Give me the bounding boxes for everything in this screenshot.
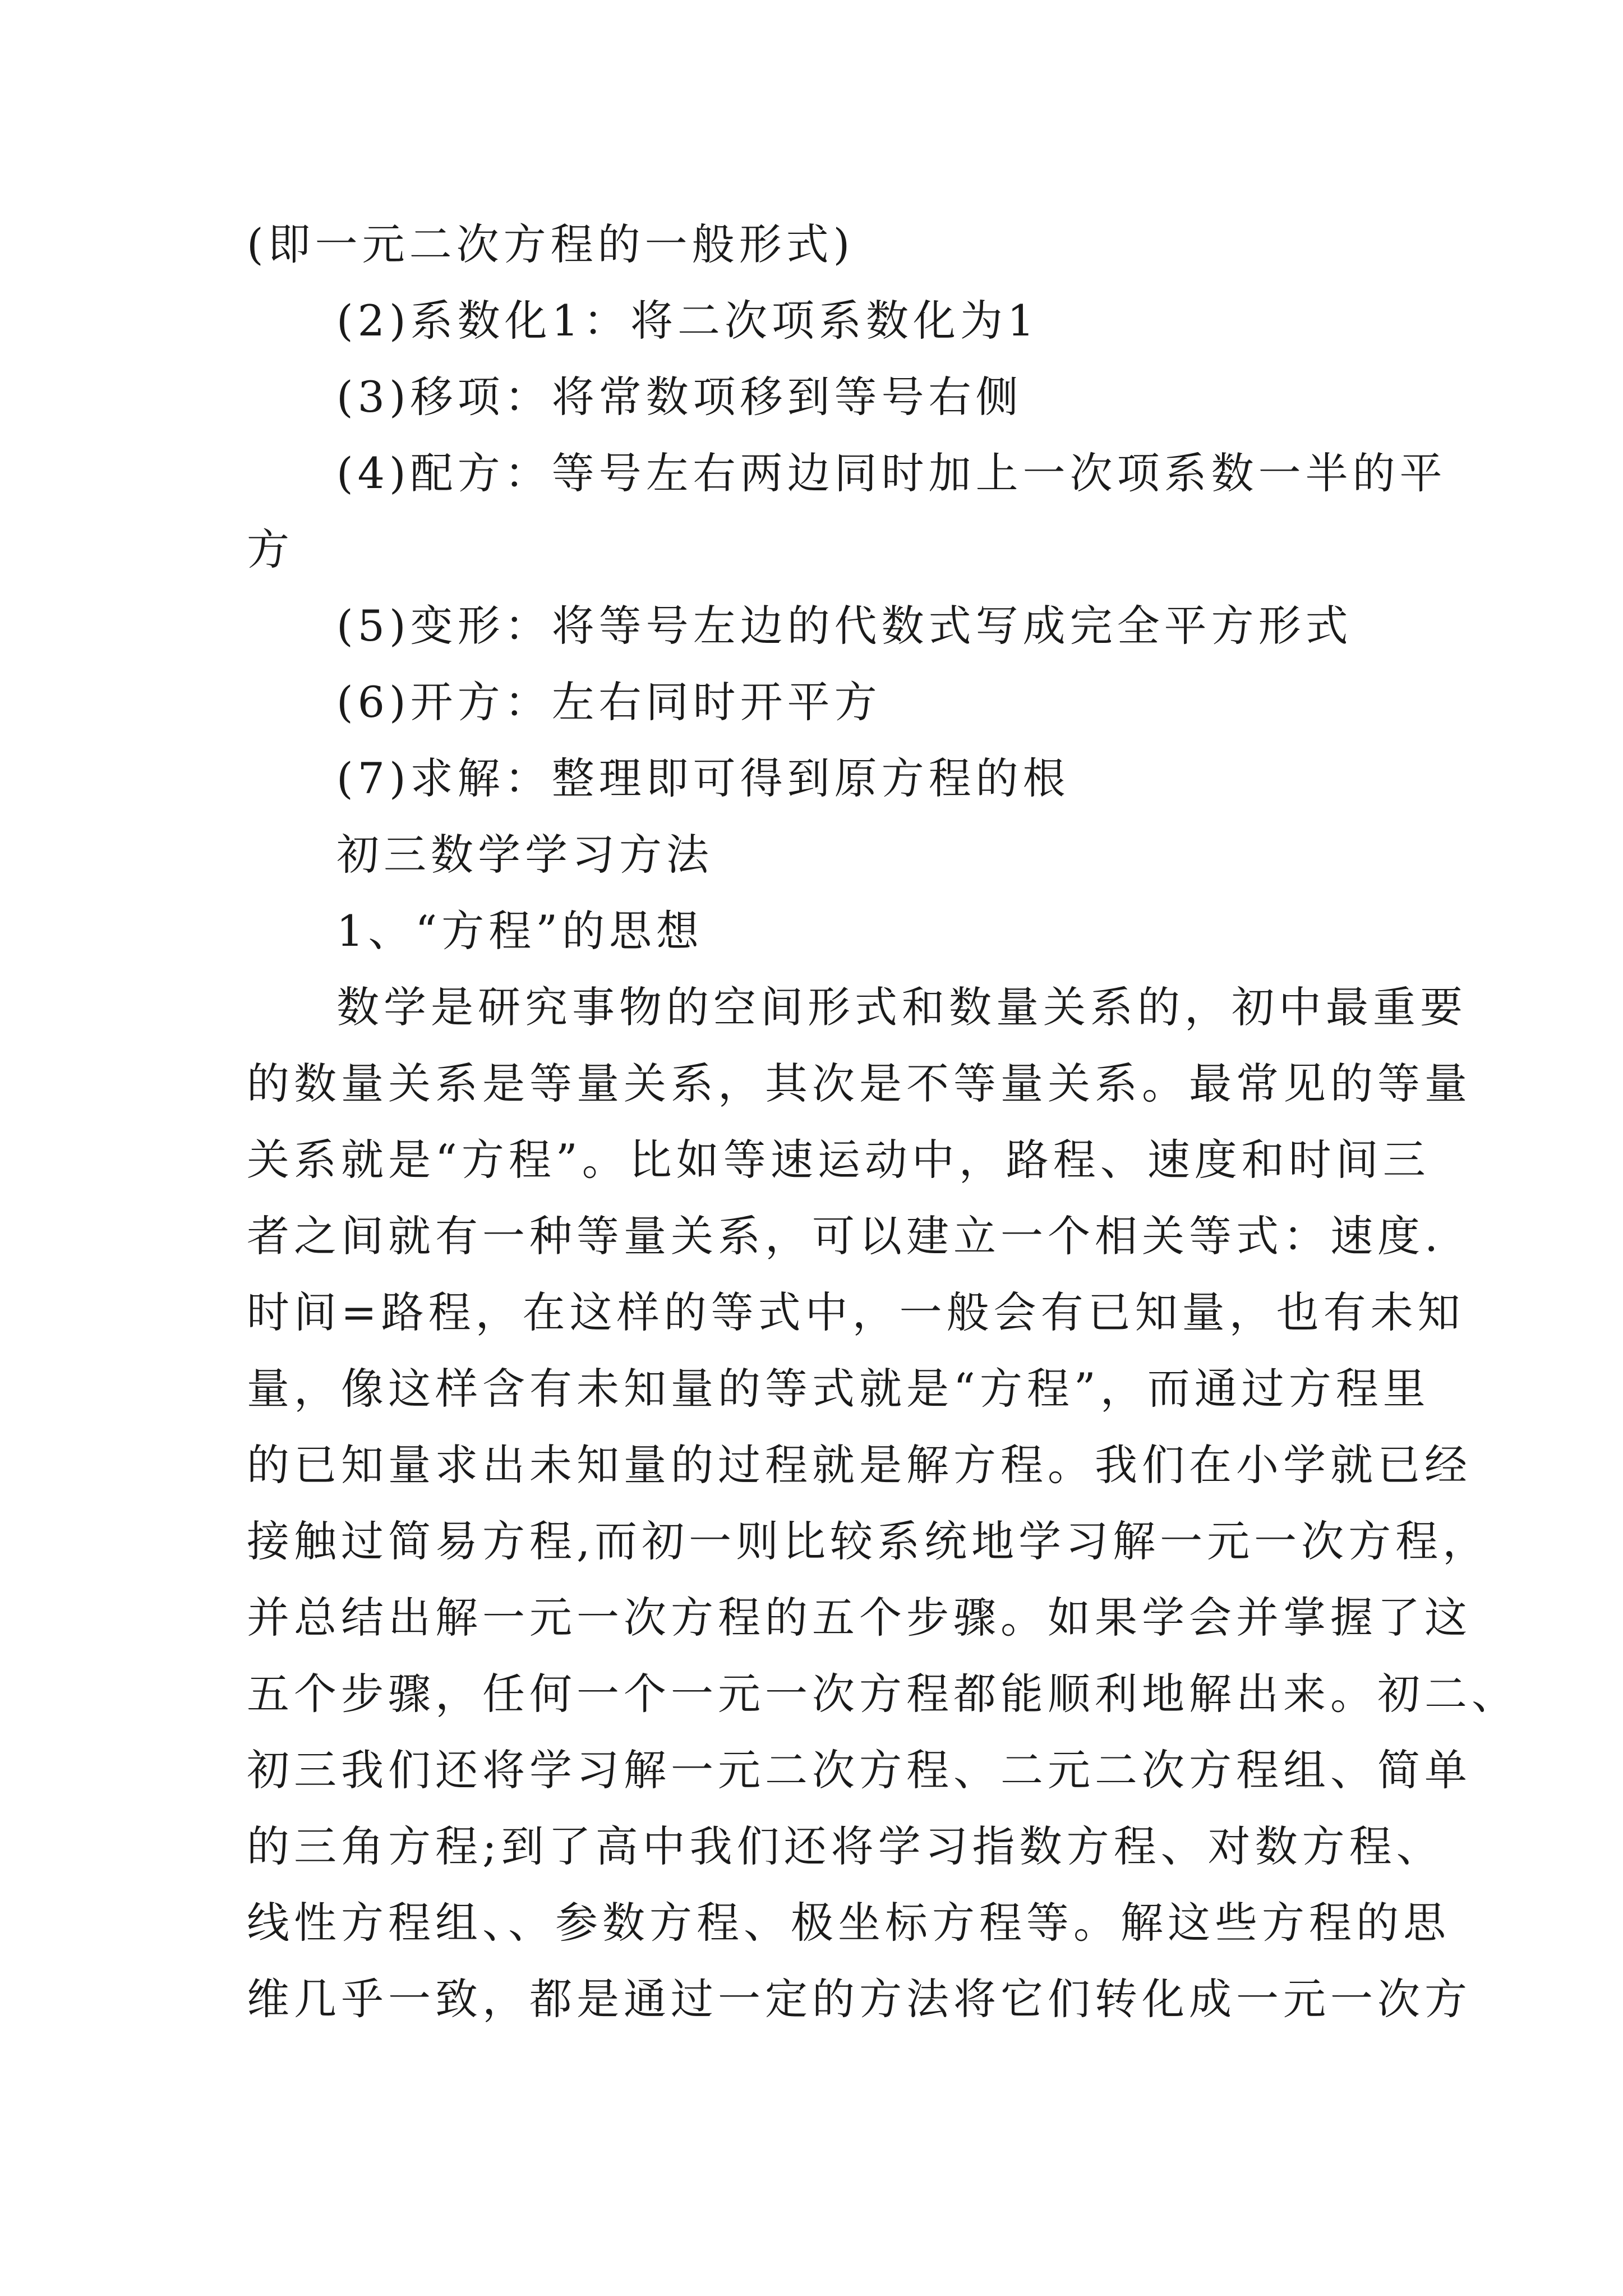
paragraph-line: 维几乎一致，都是通过一定的方法将它们转化成一元一次方 bbox=[247, 1974, 1472, 2024]
paragraph-line: 的已知量求出未知量的过程就是解方程。我们在小学就已经 bbox=[247, 1440, 1472, 1490]
subsection-heading-equation-thinking: 1、“方程”的思想 bbox=[336, 906, 704, 956]
paragraph-line: 并总结出解一元一次方程的五个步骤。如果学会并掌握了这 bbox=[247, 1593, 1472, 1642]
step-5-transform: (5)变形：将等号左边的代数式写成完全平方形式 bbox=[336, 601, 1353, 651]
paragraph-line: 关系就是“方程”。比如等速运动中，路程、速度和时间三 bbox=[247, 1135, 1430, 1185]
step-6-square-root: (6)开方：左右同时开平方 bbox=[336, 677, 882, 727]
step-4-complete-square: (4)配方：等号左右两边同时加上一次项系数一半的平 bbox=[336, 448, 1447, 498]
paragraph-line: 线性方程组、、参数方程、极坐标方程等。解这些方程的思 bbox=[247, 1898, 1450, 1948]
document-body bbox=[247, 206, 1519, 2037]
paragraph-line: 量，像这样含有未知量的等式就是“方程”，而通过方程里 bbox=[247, 1364, 1430, 1414]
step-3-move-terms: (3)移项：将常数项移到等号右侧 bbox=[336, 372, 1023, 422]
step-4-continuation: 方 bbox=[247, 524, 294, 574]
paragraph-line: 五个步骤，任何一个一元一次方程都能顺利地解出来。初二、 bbox=[247, 1669, 1519, 1719]
paragraph-line: 初三我们还将学习解一元二次方程、二元二次方程组、简单 bbox=[247, 1745, 1472, 1795]
paragraph-line: 数学是研究事物的空间形式和数量关系的，初中最重要 bbox=[336, 982, 1467, 1032]
paragraph-line: 的数量关系是等量关系，其次是不等量关系。最常见的等量 bbox=[247, 1059, 1472, 1108]
step-7-solve: (7)求解：整理即可得到原方程的根 bbox=[336, 753, 1070, 803]
paragraph-line: 的三角方程;到了高中我们还将学习指数方程、对数方程、 bbox=[247, 1821, 1444, 1871]
paragraph-line: 时间=路程，在这样的等式中，一般会有已知量，也有未知 bbox=[247, 1287, 1465, 1337]
paragraph-line: 接触过简易方程,而初一则比较系统地学习解一元一次方程， bbox=[247, 1516, 1490, 1566]
section-heading-study-methods: 初三数学学习方法 bbox=[336, 830, 713, 880]
text-line-general-form: (即一元二次方程的一般形式) bbox=[247, 219, 855, 269]
paragraph-line: 者之间就有一种等量关系，可以建立一个相关等式：速度. bbox=[247, 1211, 1443, 1261]
step-2-normalize-coefficient: (2)系数化1：将二次项系数化为1 bbox=[336, 296, 1039, 346]
